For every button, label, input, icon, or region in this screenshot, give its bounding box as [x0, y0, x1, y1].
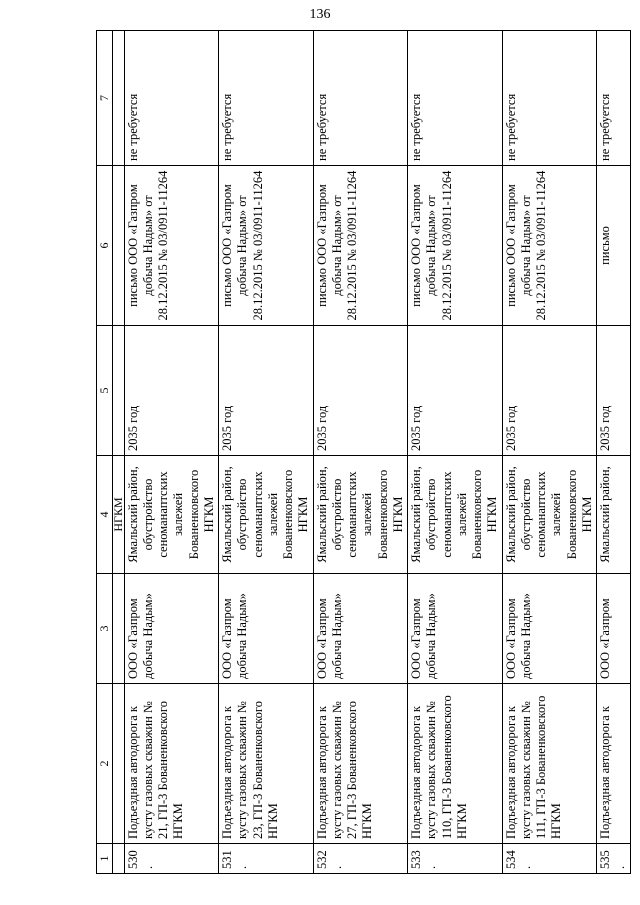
- row-number: 534.: [502, 844, 597, 874]
- note: не требуется: [597, 31, 631, 166]
- table-row: [597, 31, 631, 874]
- header-cell: 2: [97, 684, 113, 844]
- location: Ямальский район, обустройство сеноманаптских залежей Бованенковского НГКМ: [313, 456, 408, 574]
- row-number: 532.: [313, 844, 408, 874]
- row-number: 533.: [408, 844, 503, 874]
- source-document: письмо ООО «Газпром добыча Надым» от 28.12.2015 № 03/0911-11264: [124, 166, 219, 326]
- year: 2035 год: [124, 326, 219, 456]
- object-name: Подъездная автодорога к кусту газовых скважин № 23, ГП-3 Бованенковского НГКМ: [219, 684, 314, 844]
- year: 2035 год: [502, 326, 597, 456]
- header-cell: 4: [97, 456, 113, 574]
- header-cell: 7: [97, 31, 113, 166]
- header-cell: 5: [97, 326, 113, 456]
- source-document: письмо: [597, 166, 631, 326]
- header-cell: 6: [97, 166, 113, 326]
- year: 2035 год: [408, 326, 503, 456]
- objects-table: [96, 30, 631, 874]
- location: Ямальский район, обустройство сеноманаптских залежей Бованенковского НГКМ: [124, 456, 219, 574]
- year: 2035 год: [597, 326, 631, 456]
- source-document: письмо ООО «Газпром добыча Надым» от 28.12.2015 № 03/0911-11264: [313, 166, 408, 326]
- object-name: Подъездная автодорога к кусту газовых скважин № 110, ГП-3 Бованенковского НГКМ: [408, 684, 503, 844]
- object-name: Подъездная автодорога к кусту газовых скважин № 111, ГП-3 Бованенковского НГКМ: [502, 684, 597, 844]
- header-cell: 3: [97, 574, 113, 684]
- table-row: [124, 31, 219, 874]
- organization: ООО «Газпром добыча Надым»: [408, 574, 503, 684]
- rotated-table-wrapper: [96, 31, 628, 874]
- note: не требуется: [502, 31, 597, 166]
- row-number: 535.: [597, 844, 631, 874]
- year: 2035 год: [219, 326, 314, 456]
- organization: ООО «Газпром добыча Надым»: [219, 574, 314, 684]
- source-document: письмо ООО «Газпром добыча Надым» от 28.12.2015 № 03/0911-11264: [502, 166, 597, 326]
- object-name: Подъездная автодорога к кусту газовых скважин № 21, ГП-3 Бованенковского НГКМ: [124, 684, 219, 844]
- table-row: [408, 31, 503, 874]
- object-name: Подъездная автодорога к: [597, 684, 631, 844]
- note: не требуется: [219, 31, 314, 166]
- continuation-row: [112, 31, 124, 874]
- table-row: [313, 31, 408, 874]
- page-number: 136: [309, 7, 331, 22]
- table-row: [219, 31, 314, 874]
- note: не требуется: [408, 31, 503, 166]
- continuation-cell: НГКМ: [112, 456, 124, 574]
- organization: ООО «Газпром добыча Надым»: [313, 574, 408, 684]
- location: Ямальский район, обустройство сеноманаптских залежей Бованенковского НГКМ: [502, 456, 597, 574]
- organization: ООО «Газпром добыча Надым»: [124, 574, 219, 684]
- table-row: [502, 31, 597, 874]
- location: Ямальский район,: [597, 456, 631, 574]
- header-row: [97, 31, 113, 874]
- organization: ООО «Газпром: [597, 574, 631, 684]
- row-number: 530.: [124, 844, 219, 874]
- note: не требуется: [124, 31, 219, 166]
- source-document: письмо ООО «Газпром добыча Надым» от 28.12.2015 № 03/0911-11264: [219, 166, 314, 326]
- location: Ямальский район, обустройство сеноманаптских залежей Бованенковского НГКМ: [219, 456, 314, 574]
- header-cell: 1: [97, 844, 113, 874]
- object-name: Подъездная автодорога к кусту газовых скважин № 27, ГП-3 Бованенковского НГКМ: [313, 684, 408, 844]
- organization: ООО «Газпром добыча Надым»: [502, 574, 597, 684]
- note: не требуется: [313, 31, 408, 166]
- source-document: письмо ООО «Газпром добыча Надым» от 28.12.2015 № 03/0911-11264: [408, 166, 503, 326]
- year: 2035 год: [313, 326, 408, 456]
- row-number: 531.: [219, 844, 314, 874]
- location: Ямальский район, обустройство сеноманаптских залежей Бованенковского НГКМ: [408, 456, 503, 574]
